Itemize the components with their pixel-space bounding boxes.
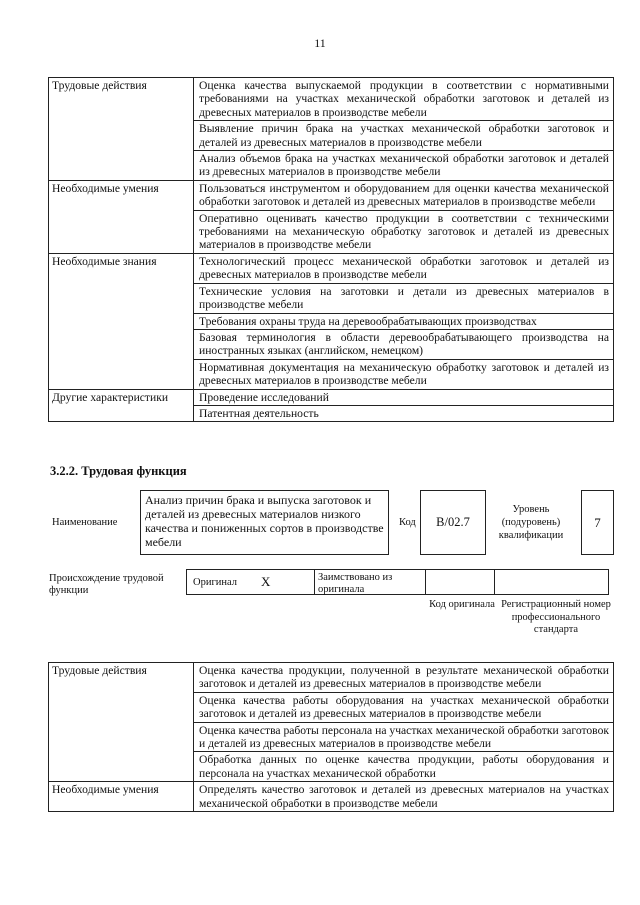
function-name-value: Анализ причин брака и выпуска заготовок и деталей из древесных материалов низкого качества и пониженных сортов в производстве мебели [140, 490, 389, 555]
table-row [49, 180, 614, 210]
row-group-label: Необходимые умения [49, 180, 194, 253]
name-label: Наименование [52, 517, 118, 528]
row-item-text: Анализ объемов брака на участках механической обработки заготовок и деталей из древесных материалов в производстве мебели [194, 151, 614, 181]
table-row [49, 78, 614, 121]
labor-function-table-1 [48, 77, 614, 422]
row-item-text: Оценка качества работы оборудования на участках механической обработки заготовок и деталей из древесных материалов в производстве мебели [194, 692, 614, 722]
row-item-text: Технические условия на заготовки и детали из древесных материалов в производстве мебели [194, 283, 614, 313]
row-group-label: Необходимые умения [49, 782, 194, 812]
row-item-text: Пользоваться инструментом и оборудованием для оценки качества механической обработки заготовок и деталей из древесных материалов в производстве мебели [194, 180, 614, 210]
row-item-text: Требования охраны труда на деревообрабатывающих производствах [194, 313, 614, 329]
origin-original-cell [186, 569, 315, 595]
original-code-cell [425, 569, 495, 595]
row-item-text: Проведение исследований [194, 389, 614, 405]
row-item-text: Патентная деятельность [194, 405, 614, 421]
row-item-text: Оценка качества работы персонала на участках механической обработки заготовок и деталей из древесных материалов в производстве мебели [194, 722, 614, 752]
row-item-text: Нормативная документация на механическую обработку заготовок и деталей из древесных материалов в производстве мебели [194, 359, 614, 389]
row-item-text: Определять качество заготовок и деталей из древесных материалов на участках механической обработки в производстве мебели [194, 782, 614, 812]
row-group-label: Трудовые действия [49, 663, 194, 782]
original-code-caption: Код оригинала [429, 599, 495, 610]
row-item-text: Технологический процесс механической обработки заготовок и деталей из древесных материалов в производстве мебели [194, 253, 614, 283]
row-group-label: Трудовые действия [49, 78, 194, 181]
borrowed-cell: Заимствовано из оригинала [314, 569, 426, 595]
row-item-text: Выявление причин брака на участках механической обработки заготовок и деталей из древесных материалов в производстве мебели [194, 121, 614, 151]
qualification-level-value: 7 [581, 490, 614, 555]
level-label: Уровень (подуровень) квалификации [498, 504, 564, 541]
reg-number-cell [494, 569, 609, 595]
row-item-text: Оценка качества продукции, полученной в результате механической обработки заготовок и деталей из древесных материалов в производстве мебели [194, 663, 614, 693]
row-group-label: Необходимые знания [49, 253, 194, 389]
reg-number-caption: Регистрационный номер профессионального стандарта [501, 599, 611, 636]
original-mark: X [261, 574, 271, 589]
row-group-label: Другие характеристики [49, 389, 194, 422]
row-item-text: Обработка данных по оценке качества продукции, работы оборудования и персонала на участках механической обработки [194, 752, 614, 782]
table-row [49, 663, 614, 693]
table-row [49, 782, 614, 812]
origin-label-text: Происхождение трудовой функции [49, 573, 164, 596]
function-code-value: В/02.7 [420, 490, 486, 555]
table-row [49, 253, 614, 283]
row-item-text: Базовая терминология в области деревообрабатывающего производства на иностранных языках (английском, немецком) [194, 329, 614, 359]
code-label: Код [399, 517, 416, 528]
section-title: 3.2.2. Трудовая функция [50, 464, 187, 478]
origin-label [49, 573, 174, 597]
page-number: 11 [314, 36, 326, 50]
row-item-text: Оценка качества выпускаемой продукции в соответствии с нормативными требованиями на участках механической обработки заготовок и деталей из древесных материалов в производстве мебели [194, 78, 614, 121]
original-label: Оригинал [193, 576, 237, 588]
origin-row [187, 569, 609, 595]
labor-function-table-2 [48, 662, 614, 812]
table-row [49, 389, 614, 405]
row-item-text: Оперативно оценивать качество продукции в соответствии с техническими требованиями на механическую обработку заготовок и деталей из древесных материалов в производстве мебели [194, 210, 614, 253]
